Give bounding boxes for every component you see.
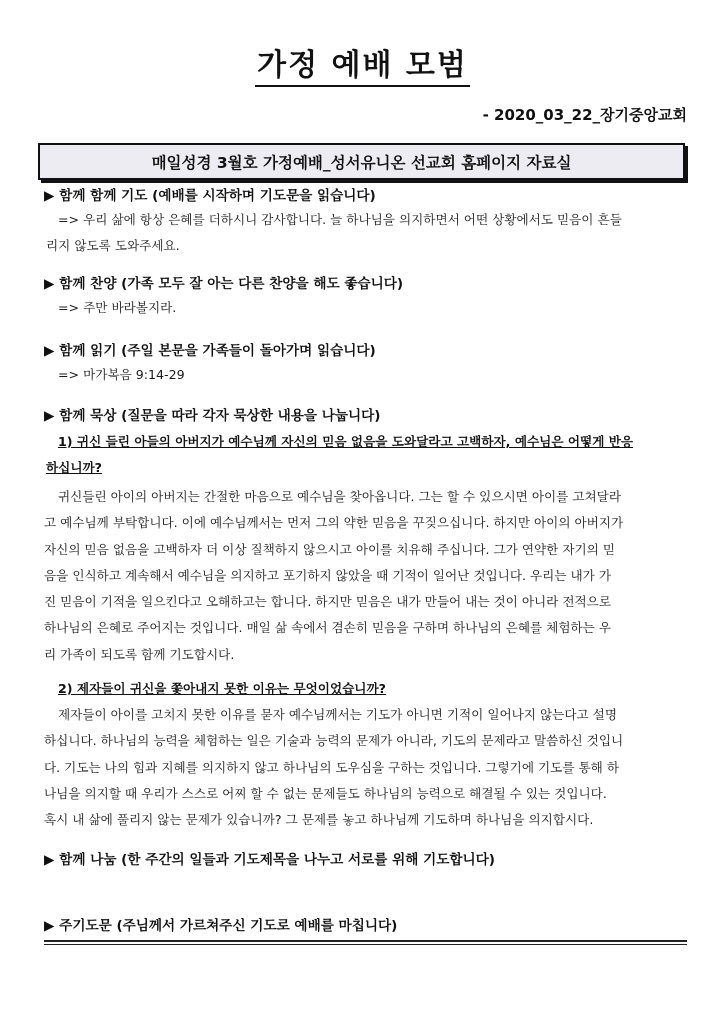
section-meditation [44,406,689,668]
text-line: 하나님의 은혜로 주어지는 것입니다. 매일 삶 속에서 겸손히 믿음을 구하며 하나님의 은혜를 체험하는 우 [44,620,611,636]
text-line: 고 예수님께 부탁합니다. 이에 예수님께서는 먼저 그의 약한 믿음을 꾸짖으십니다. 하지만 아이의 아버지가 [44,515,624,531]
question-2: 2) 제자들이 귀신을 쫓아내지 못한 이유는 무엇이었습니까? [58,681,386,696]
text-line: => 우리 삶에 항상 은혜를 더하시니 감사합니다. 늘 하나님을 의지하면서 어떤 상황에서도 믿음이 흔들 [58,212,622,227]
section-heading: ▶ 함께 읽기 (주일 본문을 가족들이 돌아가며 읽습니다) [44,343,376,359]
text-line: 귀신들린 아이의 아버지는 간절한 마음으로 예수님을 찾아옵니다. 그는 할 수 있으시면 아이를 고쳐달라 [58,489,621,504]
text-line: 하십니다. 하나님의 능력을 체험하는 일은 기술과 능력의 문제가 아니라, 기도의 문제라고 말씀하신 것입니 [44,733,624,749]
text-line: 다. 기도는 나의 힘과 지혜를 의지하지 않고 하나님의 도우심을 구하는 것입니다. 그렇기에 기도를 통해 하 [44,759,620,775]
bottom-divider [44,940,687,945]
section-meditation-q2 [44,676,689,833]
section-heading: ▶ 함께 나눔 (한 주간의 일들과 기도제목을 나누고 서로를 위해 기도합니다) [44,852,496,868]
page-title: 가정 예배 모범 [0,40,725,84]
text-line: 진 믿음이 기적을 일으킨다고 오해하고는 합니다. 하지만 믿음은 내가 만들어 내는 것이 아니라 전적으로 [44,594,611,610]
text-line: 리지 않도록 도와주세요. [46,238,180,254]
text-line: 나님을 의지할 때 우리가 스스로 어찌 할 수 없는 문제들도 하나님의 능력으로 해결될 수 있는 것입니다. [44,785,607,801]
section-heading: ▶ 주기도문 (주님께서 가르쳐주신 기도로 예배를 마칩니다) [44,918,398,934]
question-1: 1) 귀신 들린 아들의 아버지가 예수님께 자신의 믿음 없음을 도와달라고 고백하자, 예수님은 어떻게 반응 [58,434,634,449]
section-heading: ▶ 함께 찬양 (가족 모두 잘 아는 다른 찬양을 해도 좋습니다) [44,276,404,292]
text-line: 자신의 믿음 없음을 고백하자 더 이상 질책하지 않으시고 아이를 치유해 주십니다. 그가 연약한 자기의 믿 [44,541,616,557]
text-line: 혹시 내 삶에 풀리지 않는 문제가 있습니까? 그 문제를 놓고 하나님께 기도하며 하나님을 의지합시다. [44,812,594,828]
date-line: - 2020_03_22_장기중앙교회 [482,106,687,124]
section-prayer [44,186,689,260]
text-line: 제자들이 아이를 고치지 못한 이유를 묻자 예수님께서는 기도가 아니면 기적이 일어나지 않는다고 설명 [58,707,617,722]
section-heading: ▶ 함께 묵상 (질문을 따라 각자 묵상한 내용을 나눕니다) [44,408,381,424]
text-line: 리 가족이 되도록 함께 기도합시다. [44,646,235,662]
text-line: => 주만 바라볼지라. [58,300,177,315]
section-heading: ▶ 함께 함께 기도 (예배를 시작하며 기도문을 읽습니다) [44,188,376,204]
section-praise [44,274,689,321]
source-banner: 매일성경 3월호 가정예배_성서유니온 선교회 홈페이지 자료실 [38,143,685,180]
text-line: 음을 인식하고 계속해서 예수님을 의지하고 포기하지 않았을 때 기적이 일어난 것입니다. 우리는 내가 가 [44,567,611,583]
answer-1 [44,484,689,668]
text-line: => 마가복음 9:14-29 [58,367,185,382]
section-sharing [44,850,689,870]
section-closing [44,916,689,936]
question-1-cont: 하십니까? [46,460,102,475]
section-reading [44,341,689,388]
answer-2 [44,702,689,833]
